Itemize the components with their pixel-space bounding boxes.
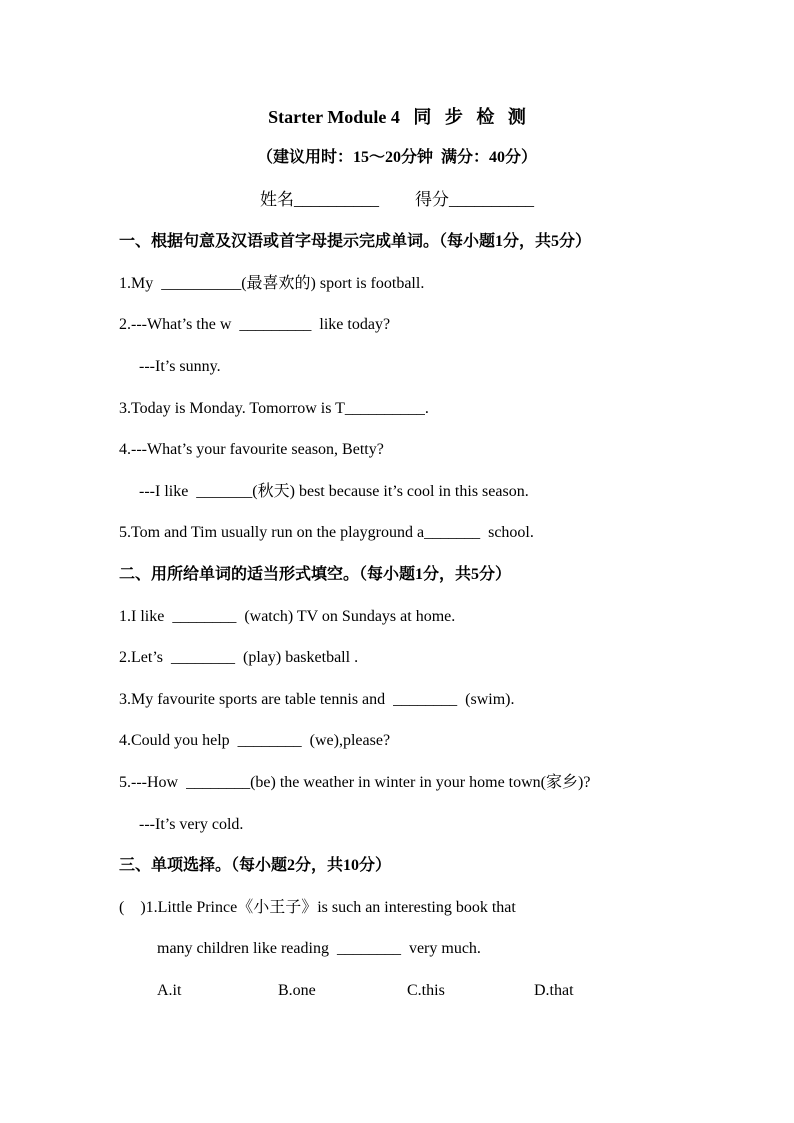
- section1-question-5: 5.Tom and Tim usually run on the playground a_______ school.: [119, 524, 534, 541]
- section2-heading: 二、用所给单词的适当形式填空。（每小题1分，共5分）: [119, 566, 512, 583]
- option-c: C.this: [407, 982, 445, 999]
- section3-heading: 三、单项选择。（每小题2分，共10分）: [119, 857, 392, 874]
- section1-question-2: 2.---What’s the w _________ like today?: [119, 316, 391, 333]
- section2-question-3: 3.My favourite sports are table tennis and ________ (swim).: [119, 691, 515, 708]
- section1-question-1: 1.My __________(最喜欢的) sport is football.: [119, 275, 425, 292]
- section3-question-1-line2: many children like reading ________ very much.: [157, 940, 481, 957]
- option-d: D.that: [534, 982, 574, 999]
- section1-heading: 一、根据句意及汉语或首字母提示完成单词。（每小题1分，共5分）: [119, 233, 592, 250]
- option-a: A.it: [157, 982, 182, 999]
- option-b: B.one: [278, 982, 316, 999]
- section1-question-2-answer: ---It’s sunny.: [139, 358, 221, 375]
- section2-question-5-answer: ---It’s very cold.: [139, 816, 244, 833]
- page-subtitle: （建议用时：15～20分钟 满分：40分）: [256, 149, 537, 166]
- name-field-label: 姓名__________: [260, 190, 379, 209]
- section2-question-1: 1.I like ________ (watch) TV on Sundays at home.: [119, 608, 456, 625]
- section2-question-5: 5.---How ________(be) the weather in winter in your home town(家乡)?: [119, 774, 591, 791]
- section2-question-4: 4.Could you help ________ (we),please?: [119, 732, 391, 749]
- section1-question-4-answer: ---I like _______(秋天) best because it’s cool in this season.: [139, 483, 529, 500]
- page-title: Starter Module 4 同 步 检 测: [268, 107, 526, 127]
- score-field-label: 得分__________: [415, 190, 534, 209]
- section2-question-2: 2.Let’s ________ (play) basketball .: [119, 649, 359, 666]
- name-score-row: [0, 190, 794, 210]
- section1-question-3: 3.Today is Monday. Tomorrow is T__________.: [119, 400, 429, 417]
- section1-question-4: 4.---What’s your favourite season, Betty?: [119, 441, 384, 458]
- section3-question-1-line1: ( )1.Little Prince《小王子》is such an interesting book that: [119, 899, 516, 916]
